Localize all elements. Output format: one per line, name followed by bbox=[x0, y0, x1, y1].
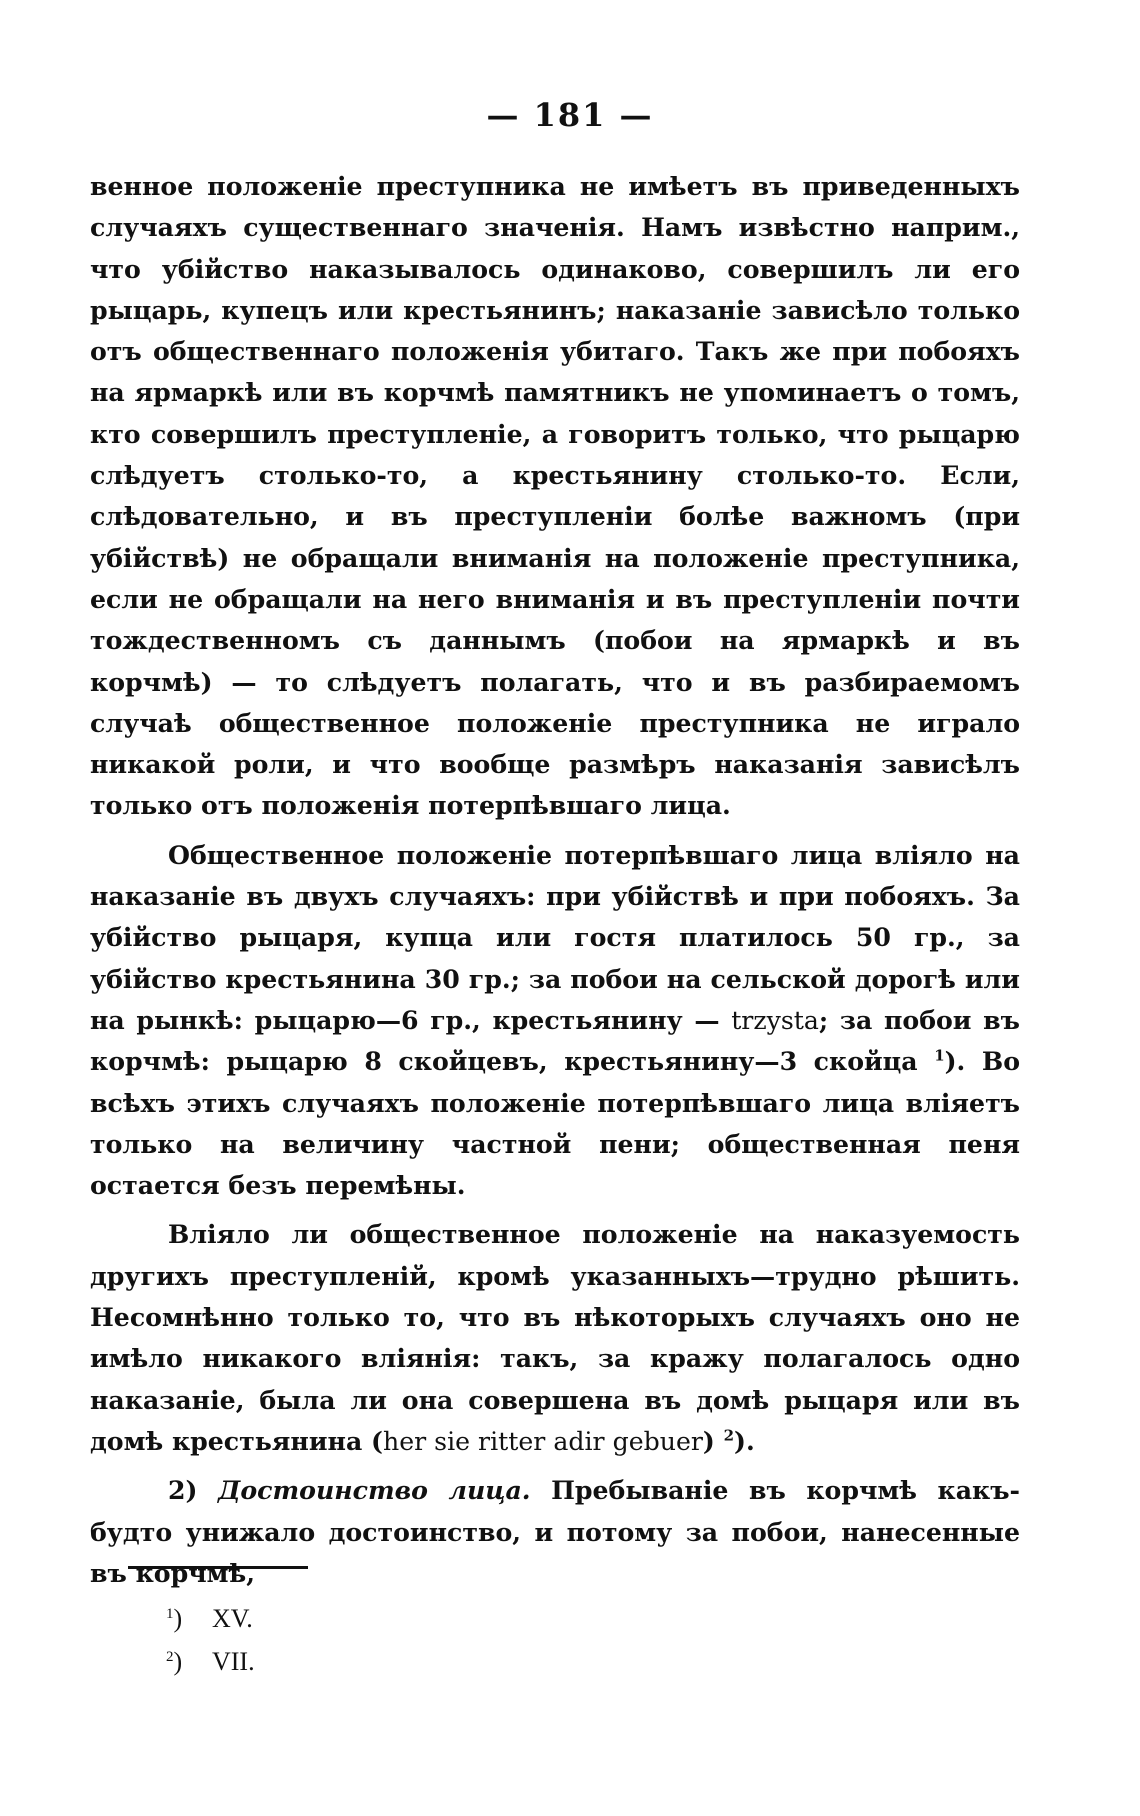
page-number: — 181 — bbox=[486, 96, 654, 134]
paragraph-3-text-c: ). bbox=[734, 1425, 755, 1456]
section-number: 2) bbox=[168, 1475, 218, 1506]
footnote-text: XV. bbox=[212, 1604, 253, 1633]
paragraph-4-text: Пребываніе въ корчмѣ какъ-будто унижало достоинство, и потому за побои, нанесенные въ корчмѣ, bbox=[90, 1475, 1020, 1588]
paragraph-1: венное положеніе преступника не имѣетъ въ приведенныхъ случаяхъ существеннаго значенія. Намъ извѣстно наприм., что убійство наказывалось одинаково, совершилъ ли его рыцарь, купецъ или крестьянинъ; наказаніе зависѣло только отъ общественнаго положенія убитаго. Такъ же при побояхъ на ярмаркѣ или въ корчмѣ памятникъ не упоминаетъ о томъ, кто совершилъ преступленіе, а говоритъ только, что рыцарю слѣдуетъ столько-то, а крестьянину столько-то. Если, слѣдовательно, и въ преступленіи болѣе важномъ (при убійствѣ) не обращали вниманія на положеніе преступника, если не обращали на него вниманія и въ преступленіи почти тождественномъ съ даннымъ (побои на ярмаркѣ и въ корчмѣ) — то слѣдуетъ полагать, что и въ разбираемомъ случаѣ общественное положеніе преступника не играло никакой роли, и что вообще размѣръ наказанія зависѣлъ только отъ положенія потерпѣвшаго лица. bbox=[90, 171, 1020, 821]
footnote-ref-2: 2 bbox=[723, 1426, 735, 1445]
german-quote: her sie ritter adir gebuer bbox=[382, 1426, 703, 1456]
section-heading: Достоинство лица. bbox=[217, 1475, 531, 1506]
footnote-mark: $^1$) bbox=[166, 1604, 183, 1633]
footnote-1 bbox=[166, 1595, 766, 1638]
main-text bbox=[90, 166, 1020, 1594]
paragraph-2 bbox=[90, 835, 1020, 1207]
paragraph-3-text-b: ) bbox=[702, 1425, 724, 1456]
paragraph-2-text-a: Общественное положеніе потерпѣвшаго лица вліяло на наказаніе въ двухъ случаяхъ: при убійствѣ и при побояхъ. За убійство рыцаря, купца или гостя платилось 50 гр., за убійство крестьянина 30 гр.; за побои на сельской дорогѣ или на рынкѣ: рыцарю—6 гр., крестьянину — bbox=[90, 839, 1020, 1035]
polish-word: trzysta bbox=[731, 1005, 819, 1035]
paragraph-4 bbox=[90, 1470, 1020, 1594]
paragraph-3-text-a: Вліяло ли общественное положеніе на наказуемость другихъ преступленій, кромѣ указанныхъ—трудно рѣшить. Несомнѣнно только то, что въ нѣкоторыхъ случаяхъ оно не имѣло никакого вліянія: такъ, за кражу полагалось одно наказаніе, была ли она совершена въ домѣ рыцаря или въ домѣ крестьянина ( bbox=[90, 1219, 1020, 1456]
paragraph-3 bbox=[90, 1214, 1020, 1462]
footnote-2 bbox=[166, 1638, 766, 1681]
footnote-ref-1: 1 bbox=[934, 1046, 945, 1065]
paragraph-2-text-c: ). Во всѣхъ этихъ случаяхъ положеніе потерпѣвшаго лица вліяетъ только на величину частной пени; общественная пеня остается безъ перемѣны. bbox=[90, 1046, 1020, 1201]
footnote-divider bbox=[128, 1566, 308, 1569]
footnote-text: VII. bbox=[212, 1647, 255, 1676]
paragraph-2-text-b: ; за побои въ корчмѣ: рыцарю 8 скойцевъ, крестьянину—3 скойца bbox=[90, 1004, 1020, 1077]
footnote-mark: $^2$) bbox=[166, 1647, 183, 1676]
footnotes bbox=[166, 1595, 766, 1681]
